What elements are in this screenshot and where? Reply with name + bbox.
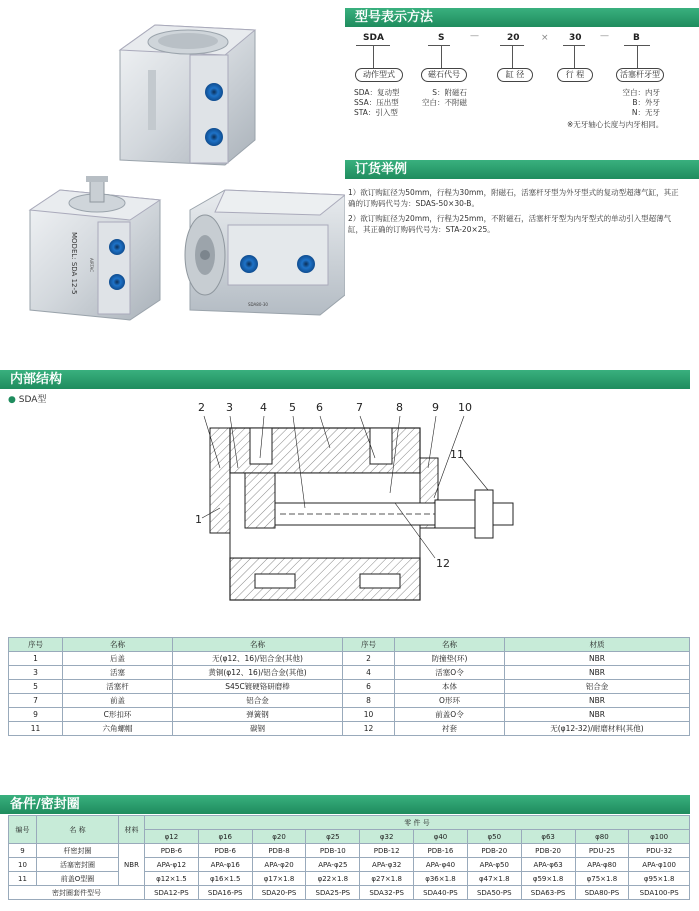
ordering-note-2: 2）欲订购缸径为20mm，行程为25mm，不附磁石，活塞杆牙型为内牙型式的单动引入型超薄气缸，其正确的订购码代号为：STA-20×25。	[348, 214, 672, 234]
cell: φ27×1.8	[360, 872, 414, 886]
table-row	[9, 666, 690, 680]
cell: φ12×1.5	[145, 872, 199, 886]
model-seg-stroke: 30	[569, 33, 582, 43]
model-seg-bore: 20	[507, 33, 520, 43]
bore-header: φ40	[414, 830, 468, 844]
parts-table	[8, 637, 690, 736]
cell: 6	[343, 680, 395, 694]
callout-8: 8	[396, 401, 403, 414]
callout-12: 12	[436, 557, 450, 570]
cell: φ95×1.8	[629, 872, 690, 886]
table-row	[9, 844, 690, 858]
cell: 1	[9, 652, 63, 666]
model-seg-dash2: —	[600, 31, 609, 41]
cell: 10	[9, 858, 37, 872]
bore-header: φ63	[521, 830, 575, 844]
cell: APA-φ32	[360, 858, 414, 872]
photo-model-label-2: SDA80-30	[248, 302, 268, 307]
table-row	[9, 886, 690, 900]
cell: NBR	[505, 694, 690, 708]
cell: O形环	[395, 694, 505, 708]
cell: 活塞杆	[63, 680, 173, 694]
cell: 六角螺帽	[63, 722, 173, 736]
cell: φ16×1.5	[198, 872, 252, 886]
model-footnote: ※无牙轴心长度与内牙相同。	[567, 120, 664, 129]
cell: 9	[9, 708, 63, 722]
rod-thread-external: B：外牙	[632, 98, 660, 107]
callout-3: 3	[226, 401, 233, 414]
ordering-header	[345, 160, 699, 179]
pill-bore: 缸 径	[497, 68, 533, 82]
cell: φ17×1.8	[252, 872, 306, 886]
model-seg-thread: B	[633, 33, 640, 43]
cell: SDA16-PS	[198, 886, 252, 900]
cell: SDA20-PS	[252, 886, 306, 900]
parts-header-name: 名称	[63, 638, 173, 652]
cell: APA-φ20	[252, 858, 306, 872]
cylinder-photo-top	[120, 25, 255, 165]
cell: φ47×1.8	[467, 872, 521, 886]
cell: 5	[9, 680, 63, 694]
cell: 弹簧钢	[173, 708, 343, 722]
parts-table-header	[9, 638, 690, 652]
cell: 本体	[395, 680, 505, 694]
callout-5: 5	[289, 401, 296, 414]
cell: 防撞垫(环)	[395, 652, 505, 666]
parts-header-material: 名称	[173, 638, 343, 652]
photo-model-label: MODEL: SDA 12-5	[70, 232, 78, 295]
spares-header-material: 材料	[119, 816, 145, 844]
callout-11: 11	[450, 448, 464, 461]
model-notation-title: 型号表示方法	[355, 10, 434, 25]
cell: 活塞	[63, 666, 173, 680]
bore-header: φ25	[306, 830, 360, 844]
cell: SDA40-PS	[414, 886, 468, 900]
callout-9: 9	[432, 401, 439, 414]
model-seg-dash1: —	[470, 31, 479, 41]
cell: 铝合金	[505, 680, 690, 694]
cell: PDB-8	[252, 844, 306, 858]
cell: NBR	[505, 666, 690, 680]
cell: 黄铜(φ12、16)/铝合金(其他)	[173, 666, 343, 680]
callout-7: 7	[356, 401, 363, 414]
table-row	[9, 652, 690, 666]
rod-thread-internal: 空白：内牙	[622, 88, 660, 97]
cell: φ59×1.8	[521, 872, 575, 886]
cell: 11	[9, 722, 63, 736]
rod-thread-list	[614, 88, 660, 118]
rod-thread-none: N：无牙	[631, 108, 660, 117]
callout-6: 6	[316, 401, 323, 414]
material-cell: NBR	[119, 844, 145, 886]
callout-1: 1	[195, 513, 202, 526]
cell: 11	[9, 872, 37, 886]
pill-magnet-code: 磁石代号	[421, 68, 467, 82]
callout-10: 10	[458, 401, 472, 414]
bore-header: φ100	[629, 830, 690, 844]
parts-header-no: 序号	[9, 638, 63, 652]
cell: S45C镀硬铬研磨棒	[173, 680, 343, 694]
model-notation-header	[345, 8, 699, 27]
callout-4: 4	[260, 401, 267, 414]
cell: 7	[9, 694, 63, 708]
sda-type-text: SDA型	[18, 395, 47, 405]
cell: 3	[9, 666, 63, 680]
action-type-list	[354, 88, 400, 118]
cell: 9	[9, 844, 37, 858]
magnet-code-list	[417, 88, 467, 108]
cell: NBR	[505, 708, 690, 722]
cell: 衬套	[395, 722, 505, 736]
cell: 无(φ12-32)/耐磨材料(其他)	[505, 722, 690, 736]
spares-header-no: 编号	[9, 816, 37, 844]
cell: 碳钢	[173, 722, 343, 736]
cylinder-photo-right	[185, 190, 345, 315]
cell: SDA80-PS	[575, 886, 629, 900]
internal-title: 内部结构	[10, 372, 63, 387]
model-seg-times: ×	[541, 33, 549, 43]
cell: 12	[343, 722, 395, 736]
cell: φ36×1.8	[414, 872, 468, 886]
cell: PDB-12	[360, 844, 414, 858]
cell: APA-φ100	[629, 858, 690, 872]
cell: 4	[343, 666, 395, 680]
action-type-sta: STA：引入型	[354, 108, 398, 117]
cell: 活塞O令	[395, 666, 505, 680]
cell: APA-φ25	[306, 858, 360, 872]
spares-header-row-1	[9, 816, 690, 830]
cell: SDA63-PS	[521, 886, 575, 900]
spares-header-name: 名 称	[37, 816, 119, 844]
spares-header-part-no: 零 件 号	[145, 816, 690, 830]
cell: 活塞密封圈	[37, 858, 119, 872]
bore-header: φ12	[145, 830, 199, 844]
cell: SDA100-PS	[629, 886, 690, 900]
cell: SDA50-PS	[467, 886, 521, 900]
bore-header: φ16	[198, 830, 252, 844]
cell: APA-φ16	[198, 858, 252, 872]
cell: PDB-20	[521, 844, 575, 858]
cell: 10	[343, 708, 395, 722]
cell: PDU-25	[575, 844, 629, 858]
cell: APA-φ12	[145, 858, 199, 872]
table-row	[9, 708, 690, 722]
cell: APA-φ50	[467, 858, 521, 872]
table-row	[9, 680, 690, 694]
cylinder-photos	[0, 0, 345, 330]
cell: SDA12-PS	[145, 886, 199, 900]
magnet-code-none: 空白：不附磁	[422, 98, 467, 107]
cell: 2	[343, 652, 395, 666]
bore-header: φ80	[575, 830, 629, 844]
cell: PDB-10	[306, 844, 360, 858]
pill-rod-thread: 活塞杆牙型	[616, 68, 664, 82]
cell: SDA32-PS	[360, 886, 414, 900]
ordering-title: 订货举例	[355, 162, 408, 177]
cell: φ22×1.8	[306, 872, 360, 886]
cell: PDB-6	[145, 844, 199, 858]
bore-header: φ50	[467, 830, 521, 844]
cell: PDB-20	[467, 844, 521, 858]
cell: PDB-6	[198, 844, 252, 858]
parts-header-no-2: 序号	[343, 638, 395, 652]
action-type-sda: SDA：复动型	[354, 88, 400, 97]
cell: NBR	[505, 652, 690, 666]
ordering-note-1: 1）欲订购缸径为50mm，行程为30mm，附磁石，活塞杆牙型为外牙型式的复动型超薄气缸，其正确的订购码代号为：SDAS-50×30-B。	[348, 188, 679, 208]
photo-brand-label: AIRTAC	[89, 258, 94, 272]
cell: SDA25-PS	[306, 886, 360, 900]
spares-title: 备件/密封圈	[10, 797, 80, 812]
cell: PDB-16	[414, 844, 468, 858]
spares-header	[0, 795, 690, 814]
cell: APA-φ40	[414, 858, 468, 872]
pill-stroke: 行 程	[557, 68, 593, 82]
cell: 前盖O型圈	[37, 872, 119, 886]
internal-header	[0, 370, 690, 389]
magnet-code-s: S：附磁石	[432, 88, 467, 97]
parts-header-material-2: 材质	[505, 638, 690, 652]
cell: APA-φ63	[521, 858, 575, 872]
model-seg-series: SDA	[363, 33, 384, 43]
cell: 杆密封圈	[37, 844, 119, 858]
cell: APA-φ80	[575, 858, 629, 872]
cell: 后盖	[63, 652, 173, 666]
cell: 8	[343, 694, 395, 708]
cell: 前盖O令	[395, 708, 505, 722]
table-row	[9, 694, 690, 708]
model-seg-magnet: S	[438, 33, 445, 43]
sectional-diagram	[190, 398, 520, 608]
bore-header: φ20	[252, 830, 306, 844]
cell: 铝合金	[173, 694, 343, 708]
action-type-ssa: SSA：压出型	[354, 98, 399, 107]
table-row	[9, 858, 690, 872]
cell: φ75×1.8	[575, 872, 629, 886]
pill-action-type: 动作型式	[355, 68, 403, 82]
spares-table	[8, 815, 690, 900]
kit-label-cell: 密封圈套件型号	[9, 886, 145, 900]
cell: 前盖	[63, 694, 173, 708]
table-row	[9, 872, 690, 886]
cell: 无(φ12、16)/铝合金(其他)	[173, 652, 343, 666]
sda-type-label	[8, 392, 46, 405]
bore-header: φ32	[360, 830, 414, 844]
table-row	[9, 722, 690, 736]
cell: C形扣环	[63, 708, 173, 722]
cell: PDU-32	[629, 844, 690, 858]
callout-2: 2	[198, 401, 205, 414]
parts-header-name-2: 名称	[395, 638, 505, 652]
bullet-icon: ●	[8, 395, 16, 405]
cylinder-photo-left	[30, 176, 160, 320]
